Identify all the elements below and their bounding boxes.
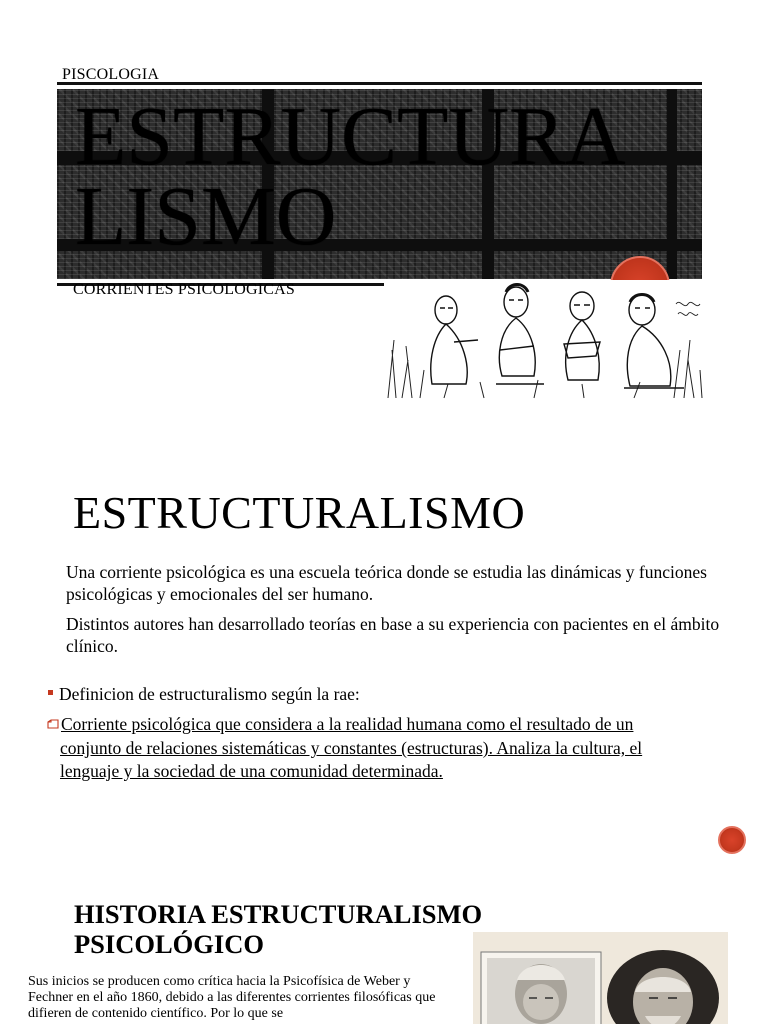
slide2-paragraph-2: Distintos autores han desarrollado teorías en base a su experiencia con pacientes en el ámbito clínico.	[66, 614, 720, 656]
rae-definition-line-2[interactable]: conjunto de relaciones sistemáticas y constantes (estructuras). Analiza la cultura, el	[60, 738, 643, 759]
definition-bullet-text: Definicion de estructuralismo según la rae:	[59, 684, 360, 704]
slide1-title	[75, 90, 702, 263]
rae-definition-line-3[interactable]: lenguaje y la sociedad de una comunidad determinada.	[60, 760, 443, 781]
slide2-paragraph-1: Una corriente psicológica es una escuela teórica donde se estudia las dinámicas y funciones psicológicas y emocionales del ser humano.	[66, 562, 707, 604]
bullet-square-icon	[48, 690, 53, 695]
portrait-photos	[473, 932, 728, 1024]
slide1-subtitle: CORRIENTES PSICOLOGICAS	[73, 281, 295, 298]
slide2-heading: ESTRUCTURALISMO	[73, 487, 526, 538]
definition-bullet	[48, 683, 360, 705]
title-banner	[57, 85, 702, 283]
slide3-body: Sus inicios se producen como crítica hacia la Psicofísica de Weber y Fechner en el año 1860, debido a las diferentes corrientes filosóficas que difieren de contenido científico. Por lo que se	[28, 974, 436, 1021]
slide1-kicker: PISCOLOGIA	[62, 66, 160, 83]
slide3-heading-line2: PSICOLÓGICO	[74, 929, 264, 959]
slide1-title-line1: ESTRUCTURA	[75, 90, 626, 183]
rae-definition-line-1[interactable]: Corriente psicológica que considera a la realidad humana como el resultado de un	[61, 714, 634, 734]
accent-circle-icon	[718, 826, 746, 854]
link-arrow-icon	[47, 712, 60, 735]
slide3-heading-line1: HISTORIA ESTRUCTURALISMO	[74, 899, 483, 929]
caricature-illustration	[384, 280, 706, 400]
slide1-title-line2: LISMO	[75, 170, 337, 263]
rae-definition-link[interactable]	[47, 713, 737, 782]
